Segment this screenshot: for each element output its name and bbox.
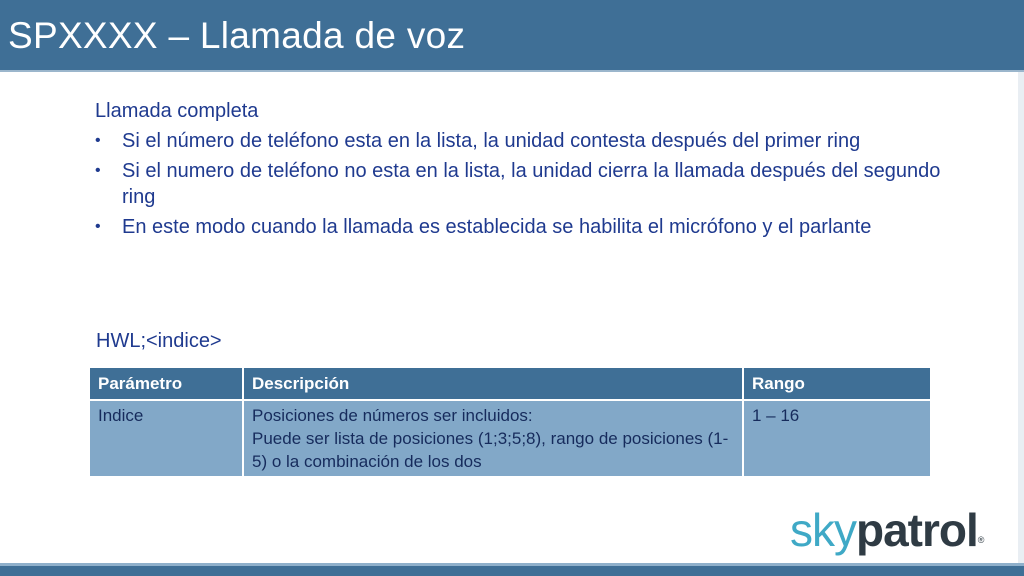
descripcion-line: Puede ser lista de posiciones (1;3;5;8), rango de posiciones (1-5) o la combinación de los dos	[252, 429, 729, 471]
header-rango: Rango	[744, 368, 930, 399]
slide-title: SPXXXX – Llamada de voz	[8, 15, 466, 56]
bottom-bar	[0, 566, 1024, 576]
header-descripcion: Descripción	[244, 368, 742, 399]
bullet-list	[95, 128, 945, 240]
bullet-icon: •	[95, 132, 101, 149]
right-edge-strip	[1018, 72, 1024, 568]
cell-parametro: Indice	[90, 401, 242, 476]
descripcion-line: Posiciones de números ser incluidos:	[252, 406, 533, 425]
logo-sky: sky	[790, 504, 856, 556]
table-row	[90, 401, 930, 476]
slide-body	[95, 98, 945, 244]
bullet-icon: •	[95, 218, 101, 235]
skypatrol-logo	[790, 500, 983, 560]
bullet-item	[95, 158, 945, 210]
intro-text: Llamada completa	[95, 100, 259, 122]
parameter-table	[88, 366, 932, 478]
logo-patrol: patrol	[856, 504, 978, 556]
header-parametro: Parámetro	[90, 368, 242, 399]
bullet-item	[95, 214, 945, 240]
table-header-row	[90, 368, 930, 399]
cell-rango: 1 – 16	[744, 401, 930, 476]
command-syntax: HWL;<indice>	[96, 330, 222, 352]
registered-mark: ®	[977, 535, 984, 545]
bullet-item	[95, 128, 945, 154]
cell-descripcion	[244, 401, 742, 476]
bullet-text: Si el número de teléfono esta en la lista, la unidad contesta después del primer ring	[122, 130, 861, 152]
bullet-text: Si el numero de teléfono no esta en la lista, la unidad cierra la llamada después del segundo ring	[122, 160, 941, 208]
title-bar	[0, 0, 1024, 72]
bullet-text: En este modo cuando la llamada es establecida se habilita el micrófono y el parlante	[122, 216, 872, 238]
bullet-icon: •	[95, 162, 101, 179]
